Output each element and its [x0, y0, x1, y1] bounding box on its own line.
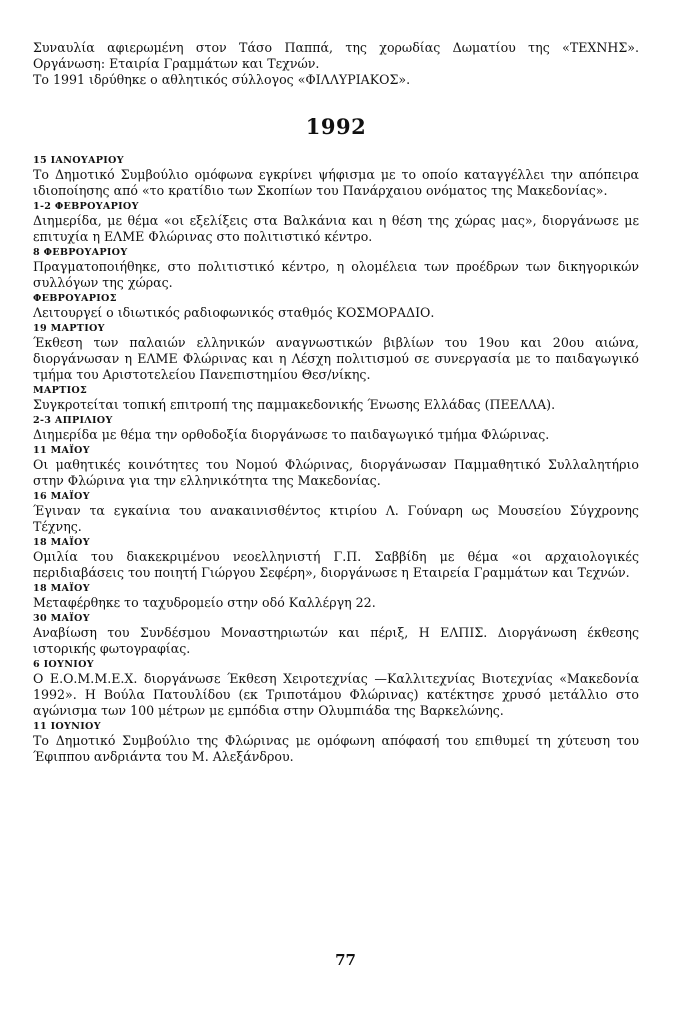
chronology-entry — [33, 445, 639, 489]
chronology-entry — [33, 201, 639, 245]
intro-block — [33, 40, 639, 88]
chronology-entry — [33, 721, 639, 765]
entry-text: Διημερίδα με θέμα την ορθοδοξία διοργάνωσε το παιδαγωγικό τμήμα Φλώρινας. — [33, 427, 550, 442]
chronology-entry — [33, 293, 639, 321]
entry-date: 11 ΜΑΪΟΥ — [33, 445, 90, 456]
entry-text: Έκθεση των παλαιών ελληνικών αναγνωστικών βιβλίων του 19ου και 20ου αιώνα, διοργάνωσαν η ΕΛΜΕ Φλώρινας και η Λέσχη πολιτισμού σε συνεργασία με το παιδαγωγικό τμήμα του Αριστοτελείου Πανεπιστημίου Θεσ/νίκης. — [33, 335, 639, 382]
chronology-entry — [33, 323, 639, 383]
entry-text: Συγκροτείται τοπική επιτροπή της παμμακεδονικής Ένωσης Ελλάδας (ΠΕΕΛΛΑ). — [33, 397, 556, 412]
entry-text: Λειτουργεί ο ιδιωτικός ραδιοφωνικός σταθμός ΚΟΣΜΟΡΑΔΙΟ. — [33, 305, 435, 320]
entry-date: 1-2 ΦΕΒΡΟΥΑΡΙΟΥ — [33, 201, 139, 212]
document-page — [33, 40, 639, 767]
entry-date: 19 ΜΑΡΤΙΟΥ — [33, 323, 105, 334]
chronology-list — [33, 155, 639, 765]
chronology-entry — [33, 385, 639, 413]
chronology-entry — [33, 537, 639, 581]
chronology-entry — [33, 155, 639, 199]
page-number: 77 — [335, 951, 356, 969]
entry-date: 6 ΙΟΥΝΙΟΥ — [33, 659, 94, 670]
entry-text: Έγιναν τα εγκαίνια του ανακαινισθέντος κτιρίου Λ. Γούναρη ως Μουσείου Σύγχρονης Τέχνης. — [33, 503, 639, 534]
chronology-entry — [33, 659, 639, 719]
entry-date: 2-3 ΑΠΡΙΛΙΟΥ — [33, 415, 113, 426]
entry-text: Πραγματοποιήθηκε, στο πολιτιστικό κέντρο, η ολομέλεια των προέδρων των δικηγορικών συλλόγων της χώρας. — [33, 259, 639, 290]
entry-text: Το Δημοτικό Συμβούλιο ομόφωνα εγκρίνει ψήφισμα με το οποίο καταγγέλλει την απόπειρα ιδιοποίησης από «το κρατίδιο των Σκοπίων του Πανάρχαιου ονόματος της Μακεδονίας». — [33, 167, 639, 198]
entry-text: Ο Ε.Ο.Μ.Μ.Ε.Χ. διοργάνωσε Έκθεση Χειροτεχνίας —Καλλιτεχνίας Βιοτεχνίας «Μακεδονία 1992». Η Βούλα Πατουλίδου (εκ Τριποτάμου Φλώρινας) κατέκτησε χρυσό μετάλλιο στο αγώνισμα των 100 μέτρων με εμπόδια στην Ολυμπιάδα της Βαρκελώνης. — [33, 671, 639, 718]
entry-date: ΜΑΡΤΙΟΣ — [33, 385, 88, 396]
intro-paragraph: Το 1991 ιδρύθηκε ο αθλητικός σύλλογος «ΦΙΛΛΥΡΙΑΚΟΣ». — [33, 72, 411, 87]
entry-date: 15 ΙΑΝΟΥΑΡΙΟΥ — [33, 155, 124, 166]
chronology-entry — [33, 415, 639, 443]
entry-date: 30 ΜΑΪΟΥ — [33, 613, 90, 624]
entry-text: Ομιλία του διακεκριμένου νεοελληνιστή Γ.Π. Σαββίδη με θέμα «οι αρχαιολογικές περιδιαβάσεις του ποιητή Γιώργου Σεφέρη», διοργάνωσε η Εταιρεία Γραμμάτων και Τεχνών. — [33, 549, 639, 580]
entry-text: Το Δημοτικό Συμβούλιο της Φλώρινας με ομόφωνη απόφασή του επιθυμεί τη χύτευση του Έφιππου ανδριάντα του Μ. Αλεξάνδρου. — [33, 733, 639, 764]
chronology-entry — [33, 613, 639, 657]
entry-date: 8 ΦΕΒΡΟΥΑΡΙΟΥ — [33, 247, 128, 258]
entry-date: 18 ΜΑΪΟΥ — [33, 583, 90, 594]
year-heading: 1992 — [305, 114, 367, 139]
entry-date: 11 ΙΟΥΝΙΟΥ — [33, 721, 101, 732]
chronology-entry — [33, 491, 639, 535]
intro-paragraph: Συναυλία αφιερωμένη στον Τάσο Παππά, της χορωδίας Δωματίου της «ΤΕΧΝΗΣ». Οργάνωση: Εταιρία Γραμμάτων και Τεχνών. — [33, 40, 639, 71]
entry-date: 16 ΜΑΪΟΥ — [33, 491, 90, 502]
entry-text: Οι μαθητικές κοινότητες του Νομού Φλώρινας, διοργάνωσαν Παμμαθητικό Συλλαλητήριο στην Φλώρινα για την ελληνικότητα της Μακεδονίας. — [33, 457, 639, 488]
entry-text: Μεταφέρθηκε το ταχυδρομείο στην οδό Καλλέργη 22. — [33, 595, 376, 610]
entry-text: Αναβίωση του Συνδέσμου Μοναστηριωτών και πέριξ, Η ΕΛΠΙΣ. Διοργάνωση έκθεσης ιστορικής φωτογραφίας. — [33, 625, 639, 656]
entry-date: ΦΕΒΡΟΥΑΡΙΟΣ — [33, 293, 117, 304]
entry-text: Διημερίδα, με θέμα «οι εξελίξεις στα Βαλκάνια και η θέση της χώρας μας», διοργάνωσε με επιτυχία η ΕΛΜΕ Φλώρινας στο πολιτιστικό κέντρο. — [33, 213, 639, 244]
chronology-entry — [33, 583, 639, 611]
chronology-entry — [33, 247, 639, 291]
entry-date: 18 ΜΑΪΟΥ — [33, 537, 90, 548]
